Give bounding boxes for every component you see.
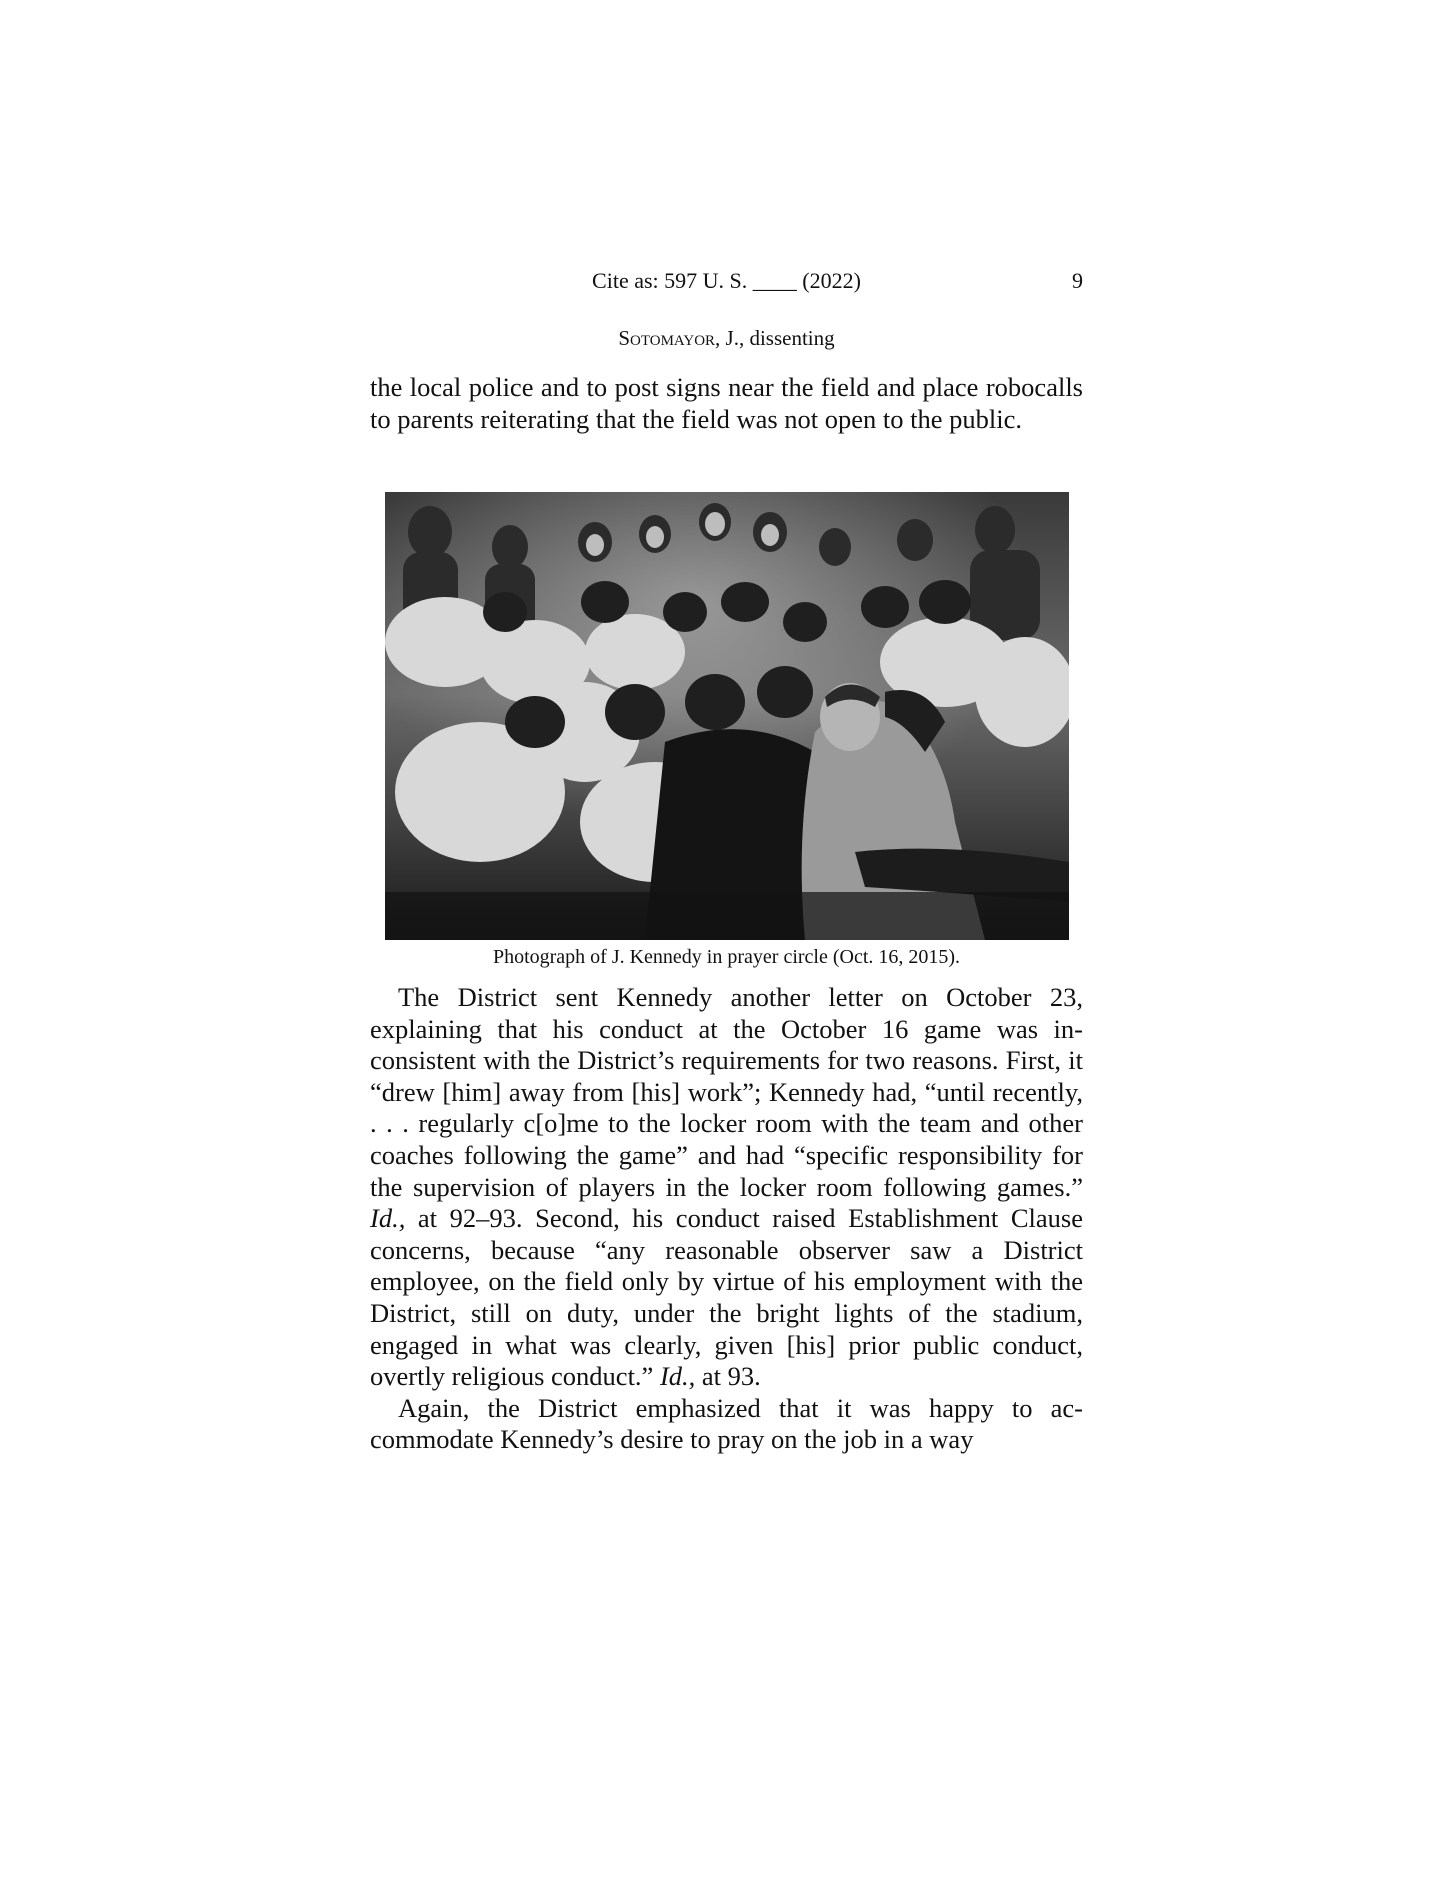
prayer-circle-photo	[385, 492, 1069, 940]
author-name: Sotomayor	[618, 326, 716, 350]
citation-line: Cite as: 597 U. S. ____ (2022)	[592, 268, 861, 293]
paragraph-continued	[370, 372, 1083, 435]
photograph	[385, 492, 1069, 940]
citation-id: Id.,	[659, 1361, 696, 1392]
paragraph-text: the local police and to post signs near the field and place robocalls to parents reiterating that the field was not open to the public.	[370, 372, 1083, 434]
text-run: at 92–93. Second, his conduct raised Establishment Clause concerns, because “any reasonable observer saw a District employee, on the field only by virtue of his employment with the District, still on duty, under the bright lights of the stadium, engaged in what was clearly, given [his] prior public conduct, overtly religious conduct.”	[370, 1203, 1083, 1392]
main-body	[370, 982, 1083, 1456]
figure-caption: Photograph of J. Kennedy in prayer circle (Oct. 16, 2015).	[492, 946, 961, 968]
page-number: 9	[1072, 268, 1083, 293]
paragraph	[370, 982, 1083, 1393]
text-run: The District sent Kennedy another letter on October 23, explaining that his conduct at the October 16 game was in-consistent with the District’s requirements for two reasons. First, it “drew [him] away from [his] work”; Kennedy had, “until recently, . . . regularly c[o]me to the locker room with the team and other coaches following the game” and had “specific responsibility for the supervision of players in the locker room following games.”	[370, 982, 1083, 1202]
paragraph: Again, the District emphasized that it was happy to ac-commodate Kennedy’s desire to pray on the job in a way	[370, 1392, 1083, 1455]
author-line	[370, 326, 1083, 351]
text-run: at 93.	[695, 1361, 761, 1392]
author-role: , J., dissenting	[715, 326, 835, 350]
running-head	[370, 268, 1083, 302]
citation-id: Id.,	[370, 1203, 406, 1234]
